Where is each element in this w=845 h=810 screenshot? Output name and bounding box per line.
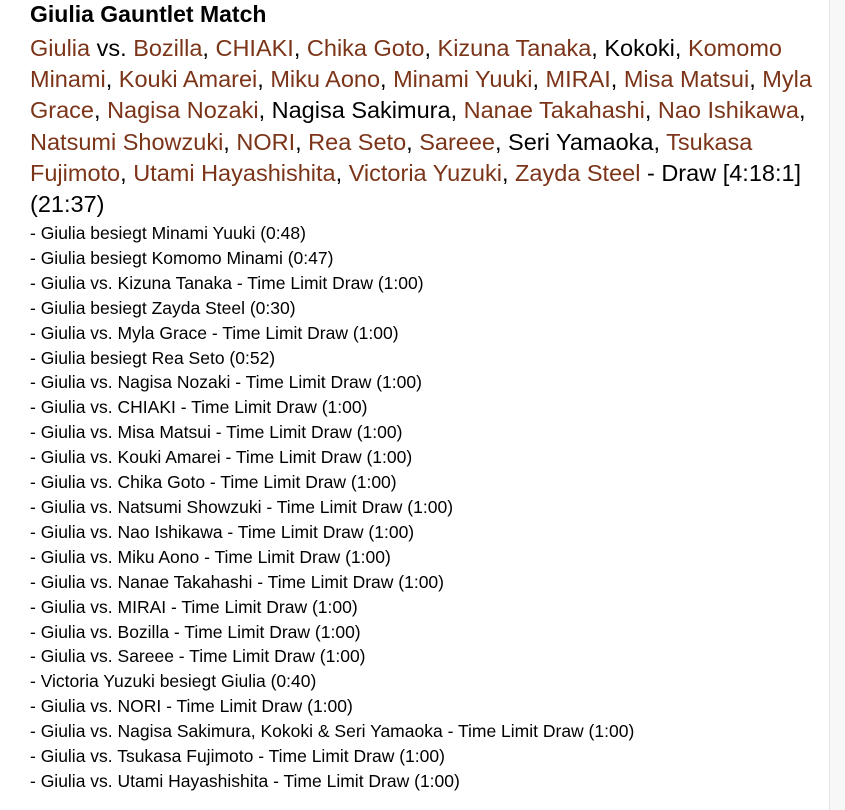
wrestler-link[interactable]: Victoria Yuzuki [348,159,502,186]
participants-separator: , [610,66,624,93]
wrestler-link[interactable]: CHIAKI [215,35,294,61]
result-item: - Giulia vs. NORI - Time Limit Draw (1:00) [30,696,353,717]
wrestler-link[interactable]: NORI [236,128,296,155]
participants-separator: , Seri Yamaoka, [495,128,667,155]
participants-separator: , Nagisa Sakimura, [258,97,464,124]
wrestler-link[interactable]: Nagisa Nozaki [107,97,259,124]
wrestler-link[interactable]: Giulia [30,35,91,61]
participants-separator: , [223,128,237,155]
result-item: - Giulia vs. Kouki Amarei - Time Limit Draw (1:00) [30,447,413,468]
result-item: - Giulia besiegt Zayda Steel (0:30) [30,297,296,318]
participants-separator: , [293,35,307,61]
participants-separator: , [380,66,394,93]
result-item: - Giulia vs. Nao Ishikawa - Time Limit Draw (1:00) [30,521,415,542]
results-list [30,221,634,794]
participants-separator: , Kokoki, [591,35,688,61]
result-item: - Giulia vs. MIRAI - Time Limit Draw (1:00) [30,596,358,617]
participants-separator: , [295,128,309,155]
participants-separator: , [94,97,108,124]
wrestler-link[interactable]: Rea Seto [308,128,407,155]
participants-separator: , [406,128,420,155]
participants-separator: vs. [90,35,134,61]
wrestler-link[interactable]: MIRAI [545,66,611,93]
result-item: - Giulia vs. Myla Grace - Time Limit Draw (1:00) [30,322,399,343]
participants-separator: , [644,97,658,124]
participants-separator: , [749,66,763,93]
wrestler-link[interactable]: Minami Yuuki [393,66,533,93]
result-item: - Giulia vs. Sareee - Time Limit Draw (1:00) [30,646,366,667]
participants-separator: , [424,35,438,61]
wrestler-link[interactable]: Kouki Amarei [118,66,258,93]
wrestler-link[interactable]: Tsukasa Fujimoto [30,128,753,186]
wrestler-link[interactable]: Chika Goto [306,35,425,61]
result-item: - Giulia besiegt Minami Yuuki (0:48) [30,223,306,243]
wrestler-link[interactable]: Kizuna Tanaka [437,35,592,61]
result-item: - Giulia vs. Chika Goto - Time Limit Draw (1:00) [30,472,397,493]
result-item: - Giulia vs. CHIAKI - Time Limit Draw (1:00) [30,397,368,418]
wrestler-link[interactable]: Nanae Takahashi [463,97,645,124]
wrestler-link[interactable]: Miku Aono [270,66,381,93]
wrestler-link[interactable]: Myla Grace [30,66,812,124]
result-item: - Giulia vs. Nagisa Sakimura, Kokoki & Seri Yamaoka - Time Limit Draw (1:00) [30,721,635,742]
participants-separator: , [501,159,516,186]
result-item: - Giulia vs. Miku Aono - Time Limit Draw (1:00) [30,546,391,567]
wrestler-link[interactable]: Utami Hayashishita [133,159,336,186]
participants-separator: , [120,159,134,186]
match-title: Giulia Gauntlet Match [30,1,267,27]
wrestler-link[interactable]: Natsumi Showzuki [30,128,224,155]
result-item: - Giulia vs. Nagisa Nozaki - Time Limit Draw (1:00) [30,372,422,393]
participants-separator: , [202,35,216,61]
scrollbar[interactable] [829,0,845,810]
result-item: - Giulia vs. Utami Hayashishita - Time Limit Draw (1:00) [30,770,460,791]
participants-separator: , [257,66,271,93]
result-item: - Giulia besiegt Rea Seto (0:52) [30,347,276,368]
result-item: - Giulia vs. Tsukasa Fujimoto - Time Limit Draw (1:00) [30,746,445,767]
result-item: - Victoria Yuzuki besiegt Giulia (0:40) [30,671,317,692]
result-item: - Giulia vs. Natsumi Showzuki - Time Limit Draw (1:00) [30,496,454,517]
participants-separator: - Draw [4:18:1] (21:37) [30,159,802,218]
wrestler-link[interactable]: Bozilla [133,35,203,61]
result-item: - Giulia vs. Misa Matsui - Time Limit Draw (1:00) [30,422,403,443]
wrestler-link[interactable]: Komomo Minami [30,35,782,93]
result-item: - Giulia vs. Nanae Takahashi - Time Limit Draw (1:00) [30,571,444,592]
result-item: - Giulia vs. Bozilla - Time Limit Draw (1:00) [30,621,361,642]
wrestler-link[interactable]: Sareee [419,128,495,155]
participants-separator: , [335,159,349,186]
result-item: - Giulia besiegt Komomo Minami (0:47) [30,247,334,268]
wrestler-link[interactable]: Nao Ishikawa [657,97,799,124]
result-item: - Giulia vs. Kizuna Tanaka - Time Limit Draw (1:00) [30,272,424,293]
participants-separator: , [105,66,119,93]
participants-line [30,33,820,220]
participants-separator: , [798,97,806,124]
wrestler-link[interactable]: Misa Matsui [623,66,750,93]
participants-separator: , [532,66,546,93]
wrestler-link[interactable]: Zayda Steel [515,159,641,186]
